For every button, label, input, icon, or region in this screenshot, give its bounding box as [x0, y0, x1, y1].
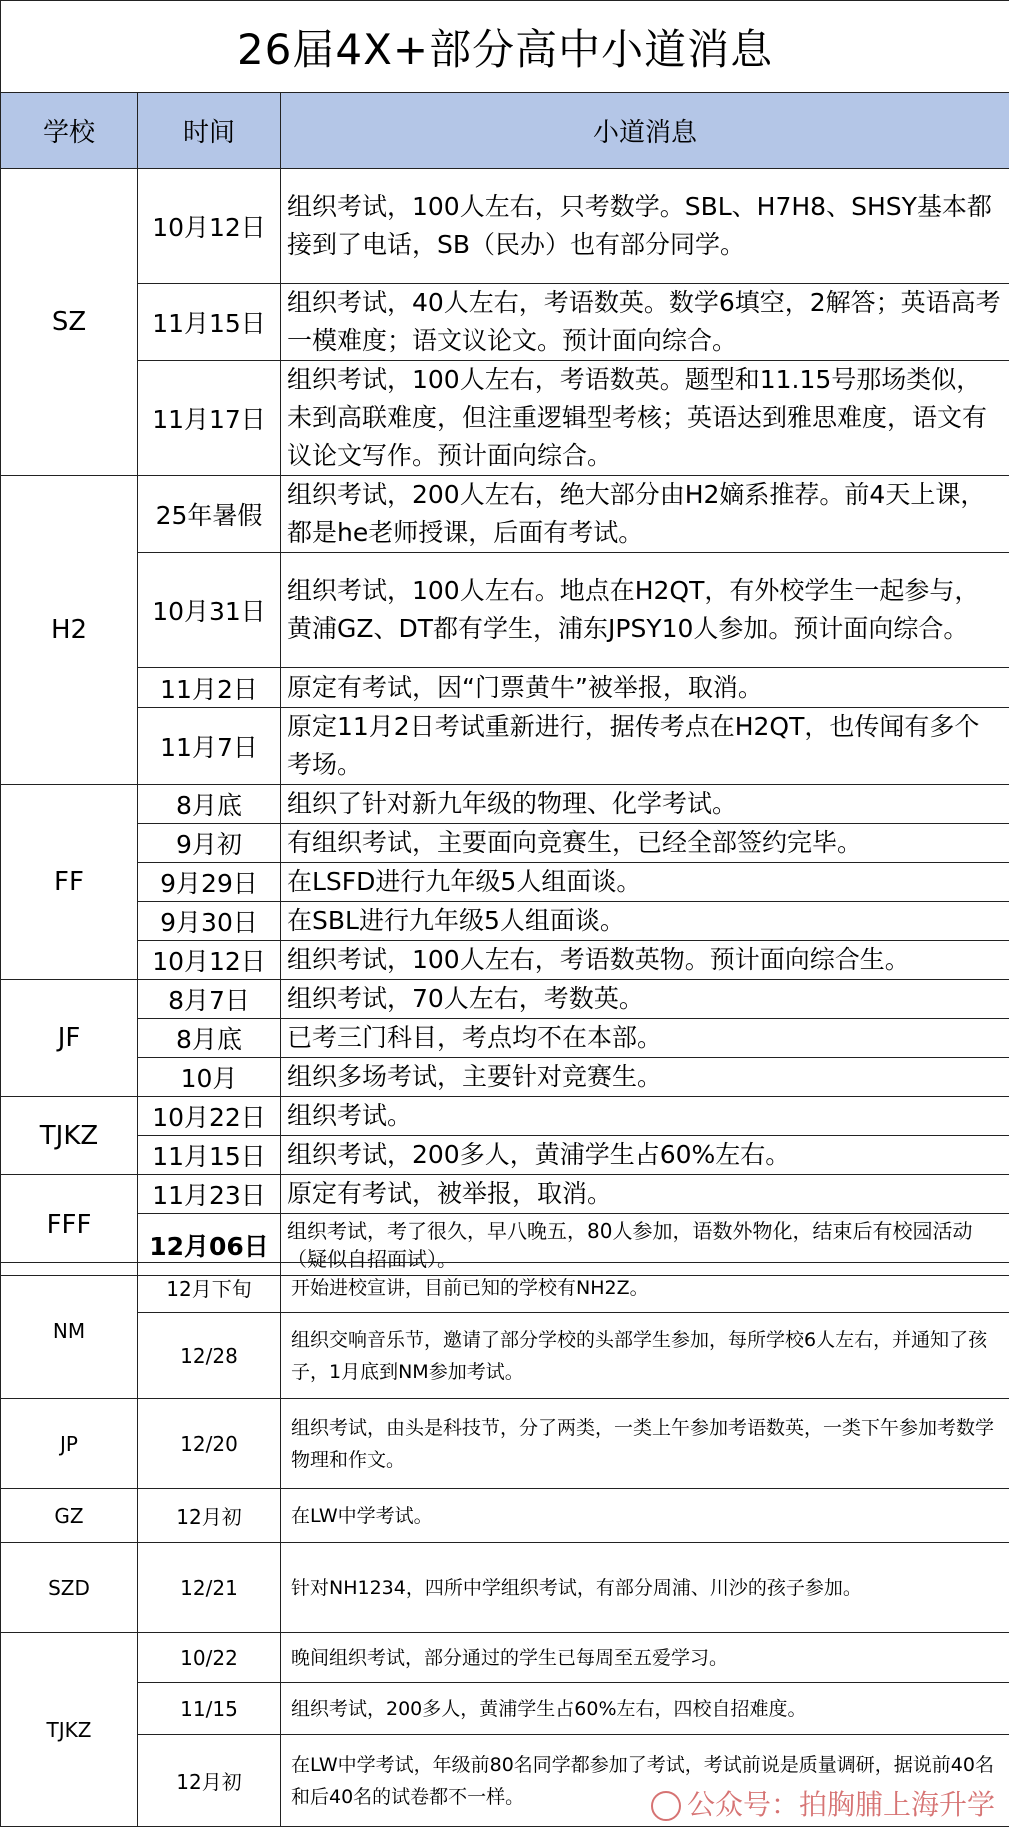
news-cell: 组织考试。: [281, 1097, 1009, 1136]
school-cell: JP: [1, 1399, 138, 1489]
news-cell: 在LSFD进行九年级5人组面谈。: [281, 863, 1009, 902]
time-cell: 8月底: [138, 1019, 281, 1058]
time-cell: 12/20: [138, 1399, 281, 1489]
school-cell: FF: [1, 785, 138, 980]
time-cell: 8月底: [138, 785, 281, 824]
time-cell: 10月22日: [138, 1097, 281, 1136]
time-cell: 12月下旬: [138, 1263, 281, 1313]
time-cell: 10月12日: [138, 169, 281, 284]
time-cell: 11月7日: [138, 708, 281, 785]
time-cell: 12/21: [138, 1543, 281, 1633]
school-cell: H2: [1, 476, 138, 785]
time-cell: 12/28: [138, 1313, 281, 1399]
school-cell: SZD: [1, 1543, 138, 1633]
news-cell: 在LW中学考试。: [281, 1489, 1009, 1543]
news-cell: 组织考试，考了很久，早八晚五，80人参加，语数外物化，结束后有校园活动（疑似自招面试）。: [281, 1214, 1009, 1276]
news-cell: 组织了针对新九年级的物理、化学考试。: [281, 785, 1009, 824]
news-cell: 组织考试，100人左右，只考数学。SBL、H7H8、SHSY基本都接到了电话，SB（民办）也有部分同学。: [281, 169, 1009, 284]
news-cell: 在LW中学考试，年级前80名同学都参加了考试，考试前说是质量调研，据说前40名和后40名的试卷都不一样。: [281, 1735, 1009, 1827]
news-cell: 有组织考试，主要面向竞赛生，已经全部签约完毕。: [281, 824, 1009, 863]
news-cell: 组织考试，200多人，黄浦学生占60%左右，四校自招难度。: [281, 1683, 1009, 1735]
news-cell: 已考三门科目，考点均不在本部。: [281, 1019, 1009, 1058]
news-cell: 组织交响音乐节，邀请了部分学校的头部学生参加，每所学校6人左右，并通知了孩子，1月底到NM参加考试。: [281, 1313, 1009, 1399]
table-title: 26届4X+部分高中小道消息: [1, 1, 1009, 93]
news-cell: 在SBL进行九年级5人组面谈。: [281, 902, 1009, 941]
news-cell: 组织考试，由头是科技节，分了两类，一类上午参加考语数英，一类下午参加考数学物理和作文。: [281, 1399, 1009, 1489]
time-cell: 10/22: [138, 1633, 281, 1683]
time-cell: 11月17日: [138, 361, 281, 476]
time-cell: 11/15: [138, 1683, 281, 1735]
time-cell: 11月15日: [138, 1136, 281, 1175]
time-cell: 10月: [138, 1058, 281, 1097]
school-cell: JF: [1, 980, 138, 1097]
time-cell: 10月31日: [138, 553, 281, 668]
time-cell: 11月2日: [138, 668, 281, 708]
school-cell: NM: [1, 1263, 138, 1399]
header-school: 学校: [1, 93, 138, 169]
time-cell: 12月初: [138, 1489, 281, 1543]
news-cell: 组织考试，70人左右，考数英。: [281, 980, 1009, 1019]
school-cell: FFF: [1, 1175, 138, 1276]
time-cell: 8月7日: [138, 980, 281, 1019]
time-cell: 11月15日: [138, 284, 281, 361]
news-cell: 组织多场考试，主要针对竞赛生。: [281, 1058, 1009, 1097]
header-time: 时间: [138, 93, 281, 169]
school-cell: SZ: [1, 169, 138, 476]
time-cell: 11月23日: [138, 1175, 281, 1214]
time-cell: 9月29日: [138, 863, 281, 902]
school-cell: TJKZ: [1, 1097, 138, 1175]
news-cell: 组织考试，100人左右，考语数英物。预计面向综合生。: [281, 941, 1009, 980]
news-cell: 组织考试，100人左右，考语数英。题型和11.15号那场类似，未到高联难度，但注重逻辑型考核；英语达到雅思难度，语文有议论文写作。预计面向综合。: [281, 361, 1009, 476]
time-cell: 12月初: [138, 1735, 281, 1827]
time-cell: 12月06日: [138, 1214, 281, 1276]
time-cell: 25年暑假: [138, 476, 281, 553]
header-news: 小道消息: [281, 93, 1009, 169]
news-cell: 组织考试，200多人，黄浦学生占60%左右。: [281, 1136, 1009, 1175]
school-cell: GZ: [1, 1489, 138, 1543]
news-cell: 晚间组织考试，部分通过的学生已每周至五爱学习。: [281, 1633, 1009, 1683]
news-cell: 组织考试，200人左右，绝大部分由H2嫡系推荐。前4天上课，都是he老师授课，后面有考试。: [281, 476, 1009, 553]
time-cell: 9月初: [138, 824, 281, 863]
watermark-text: 公众号：拍胸脯上海升学: [686, 1788, 995, 1821]
time-cell: 9月30日: [138, 902, 281, 941]
news-cell: 针对NH1234，四所中学组织考试，有部分周浦、川沙的孩子参加。: [281, 1543, 1009, 1633]
news-cell: 原定有考试，因“门票黄牛”被举报，取消。: [281, 668, 1009, 708]
time-cell: 10月12日: [138, 941, 281, 980]
news-table-part2: [0, 1262, 1009, 1827]
news-cell: 原定11月2日考试重新进行，据传考点在H2QT，也传闻有多个考场。: [281, 708, 1009, 785]
school-cell: TJKZ: [1, 1633, 138, 1827]
news-cell: 组织考试，100人左右。地点在H2QT，有外校学生一起参与，黄浦GZ、DT都有学生，浦东JPSY10人参加。预计面向综合。: [281, 553, 1009, 668]
news-cell: 开始进校宣讲，目前已知的学校有NH2Z。: [281, 1263, 1009, 1313]
news-cell: 原定有考试，被举报，取消。: [281, 1175, 1009, 1214]
news-cell: 组织考试，40人左右，考语数英。数学6填空，2解答；英语高考一模难度；语文议论文。预计面向综合。: [281, 284, 1009, 361]
